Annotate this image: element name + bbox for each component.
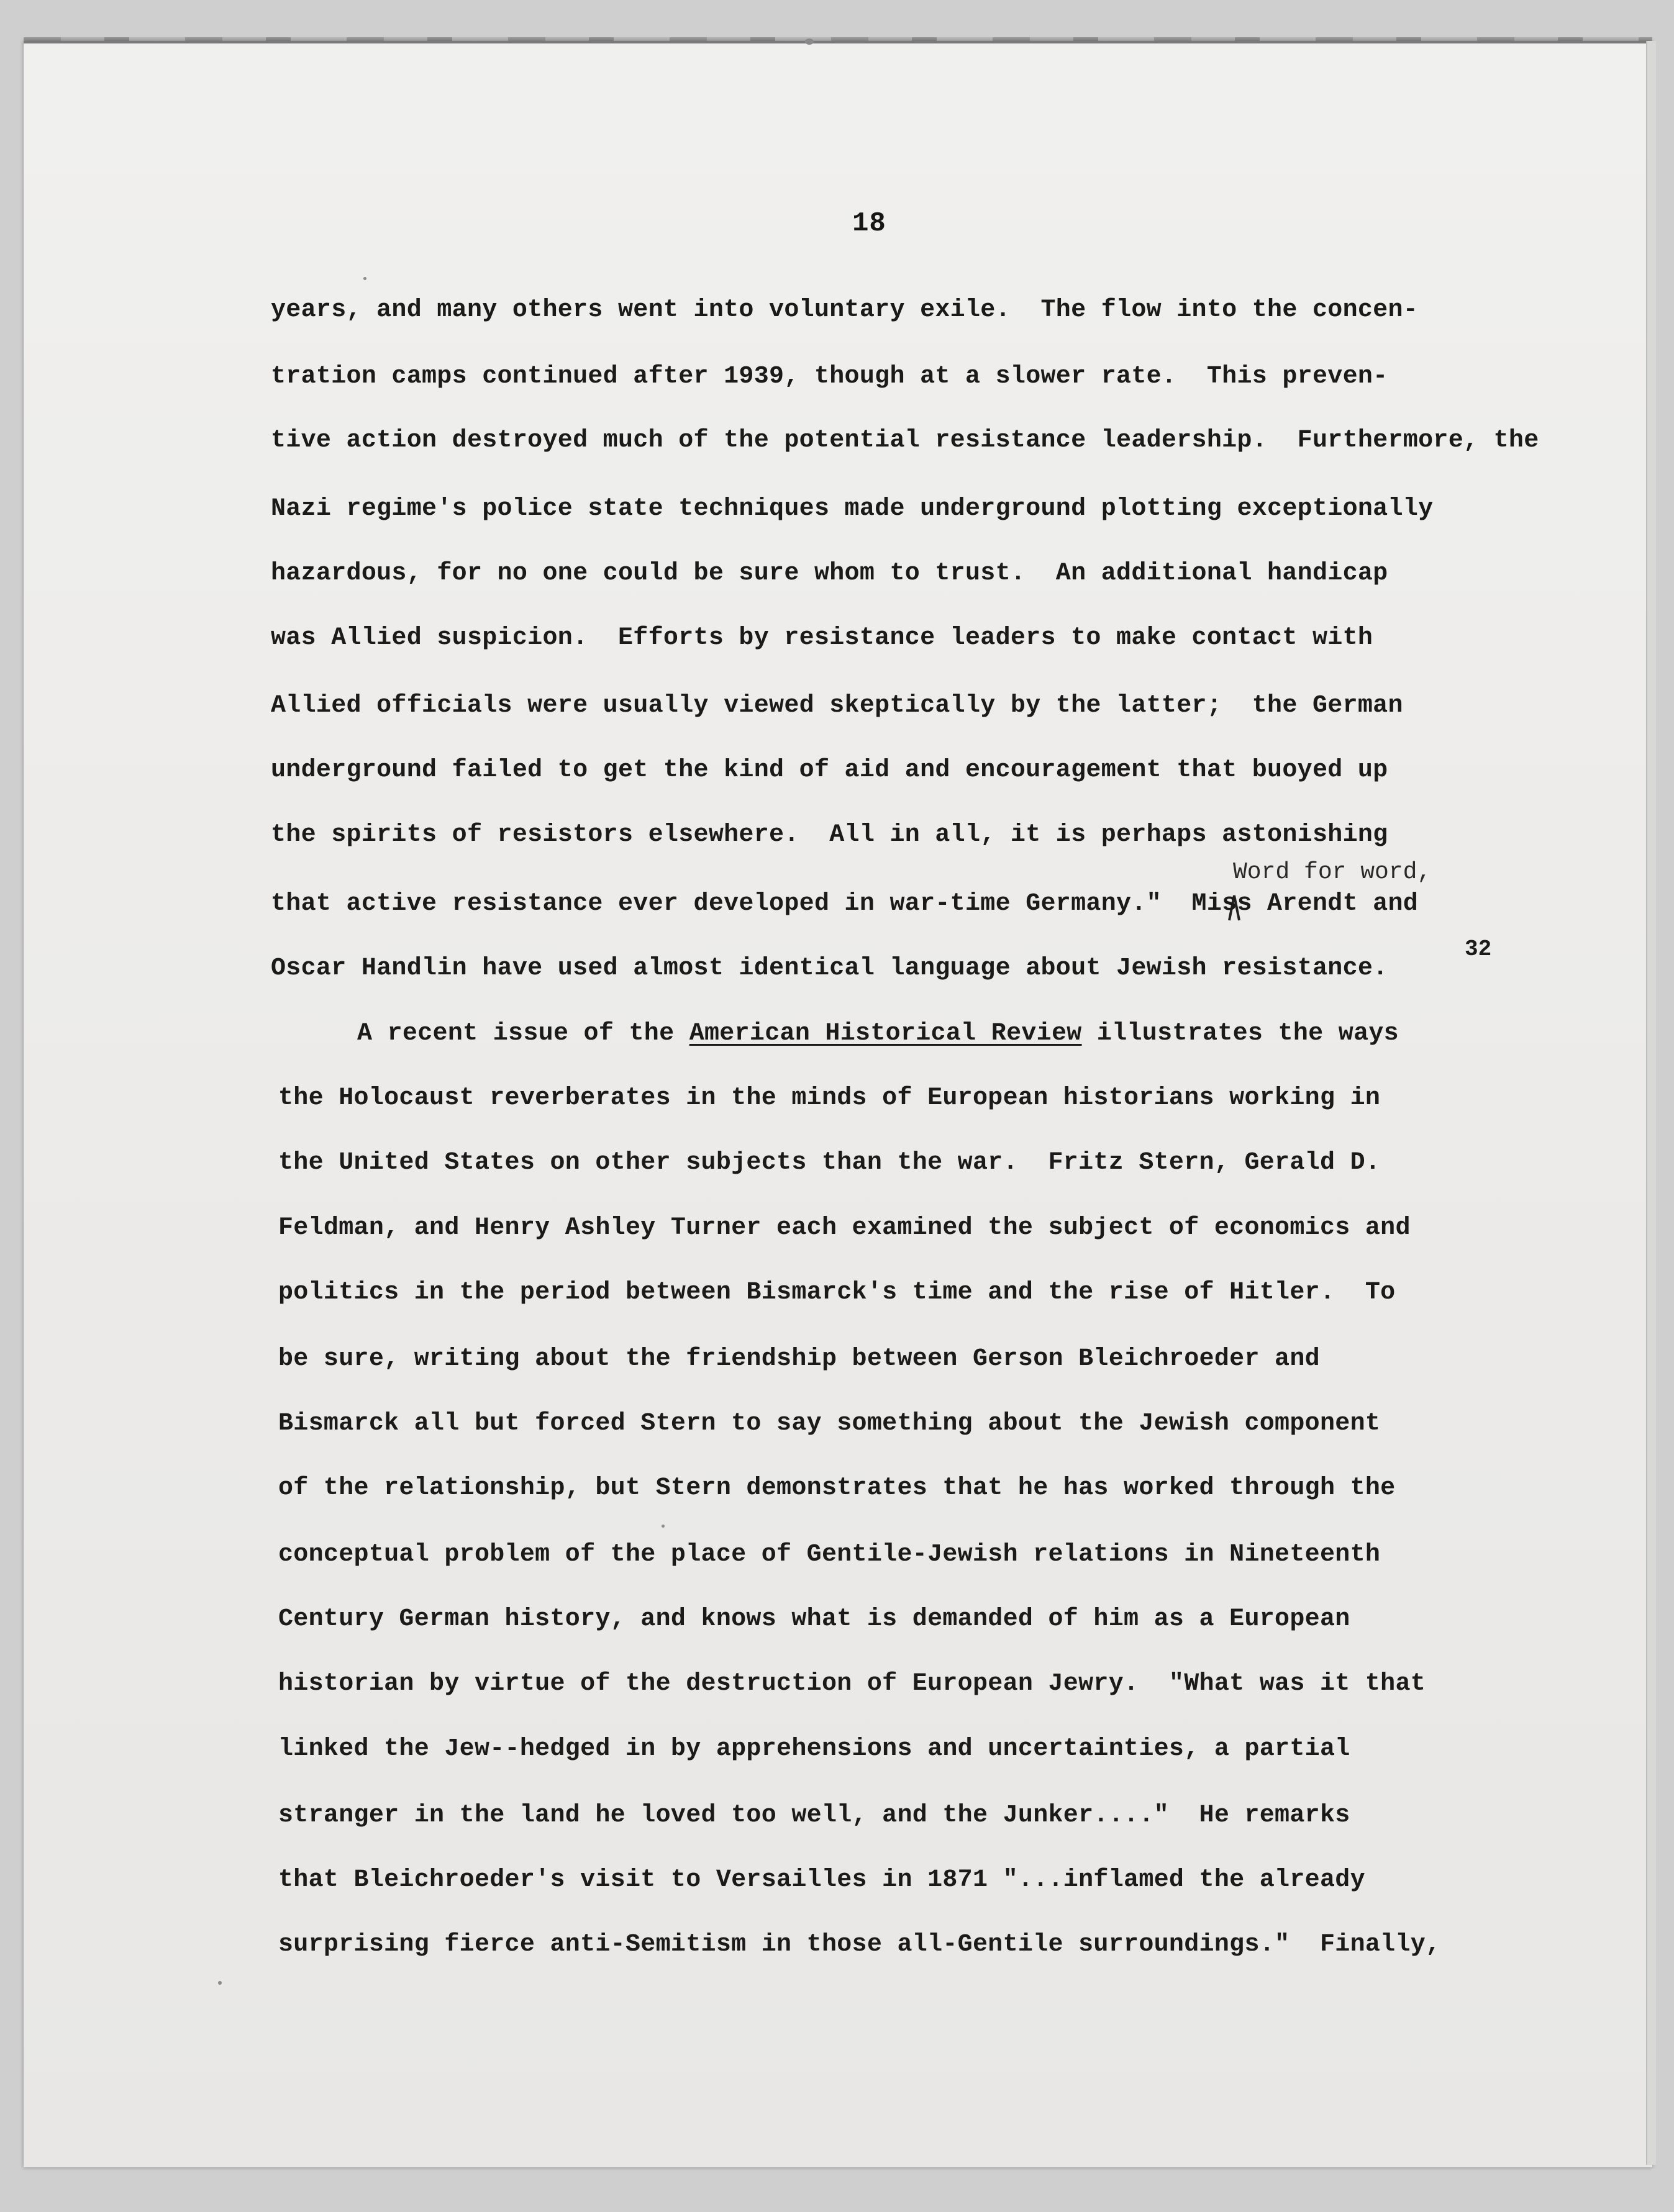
text-line: Nazi regime's police state techniques made underground plotting exceptionally	[271, 495, 1434, 523]
text-run: illustrates the ways	[1081, 1020, 1399, 1048]
scan-speck	[363, 277, 366, 280]
page-right-edge	[1646, 41, 1656, 2165]
text-line: years, and many others went into voluntary exile. The flow into the concen-	[271, 296, 1419, 324]
text-line: that active resistance ever developed in war-time Germany." Miss Arendt and	[271, 890, 1419, 918]
text-line: was Allied suspicion. Efforts by resistance leaders to make contact with	[271, 624, 1373, 652]
text-line: historian by virtue of the destruction of European Jewry. "What was it that	[278, 1670, 1426, 1698]
text-line: surprising fierce anti-Semitism in those all-Gentile surroundings." Finally,	[278, 1931, 1441, 1959]
handwritten-insert: Word for word,	[1233, 859, 1432, 886]
text-line: Oscar Handlin have used almost identical language about Jewish resistance.	[271, 954, 1388, 982]
text-line: tration camps continued after 1939, though at a slower rate. This preven-	[271, 363, 1388, 391]
text-line: Feldman, and Henry Ashley Turner each examined the subject of economics and	[278, 1214, 1411, 1242]
text-line: hazardous, for no one could be sure whom to trust. An additional handicap	[271, 560, 1388, 587]
scan-speck	[805, 39, 814, 45]
text-line: stranger in the land he loved too well, and the Junker...." He remarks	[278, 1802, 1350, 1829]
scan-speck	[218, 1981, 222, 1985]
text-line: underground failed to get the kind of aid and encouragement that buoyed up	[271, 756, 1388, 784]
text-line: Bismarck all but forced Stern to say something about the Jewish component	[278, 1410, 1381, 1438]
text-line: Century German history, and knows what is demanded of him as a European	[278, 1605, 1350, 1633]
text-line: be sure, writing about the friendship between Gerson Bleichroeder and	[278, 1345, 1320, 1373]
footnote-number: 32	[1465, 936, 1492, 962]
page-number: 18	[852, 208, 886, 239]
text-line: the spirits of resistors elsewhere. All in all, it is perhaps astonishing	[271, 821, 1388, 849]
text-line: linked the Jew--hedged in by apprehensions and uncertainties, a partial	[278, 1735, 1350, 1763]
paragraph-start	[357, 1019, 1399, 1049]
text-line: of the relationship, but Stern demonstrates that he has worked through the	[278, 1474, 1396, 1502]
text-line: Allied officials were usually viewed skeptically by the latter; the German	[271, 692, 1403, 720]
text-line: conceptual problem of the place of Gentile-Jewish relations in Nineteenth	[278, 1541, 1381, 1569]
text-line: the Holocaust reverberates in the minds of European historians working in	[278, 1084, 1381, 1112]
text-run: A recent issue of the	[357, 1020, 689, 1048]
text-line: the United States on other subjects than the war. Fritz Stern, Gerald D.	[278, 1149, 1381, 1177]
scan-speck	[662, 1525, 665, 1528]
text-line: politics in the period between Bismarck's time and the rise of Hitler. To	[278, 1279, 1396, 1307]
text-line: that Bleichroeder's visit to Versailles in 1871 "...inflamed the already	[278, 1866, 1365, 1894]
text-line: tive action destroyed much of the potential resistance leadership. Furthermore, the	[271, 427, 1539, 455]
journal-title: American Historical Review	[689, 1020, 1082, 1048]
